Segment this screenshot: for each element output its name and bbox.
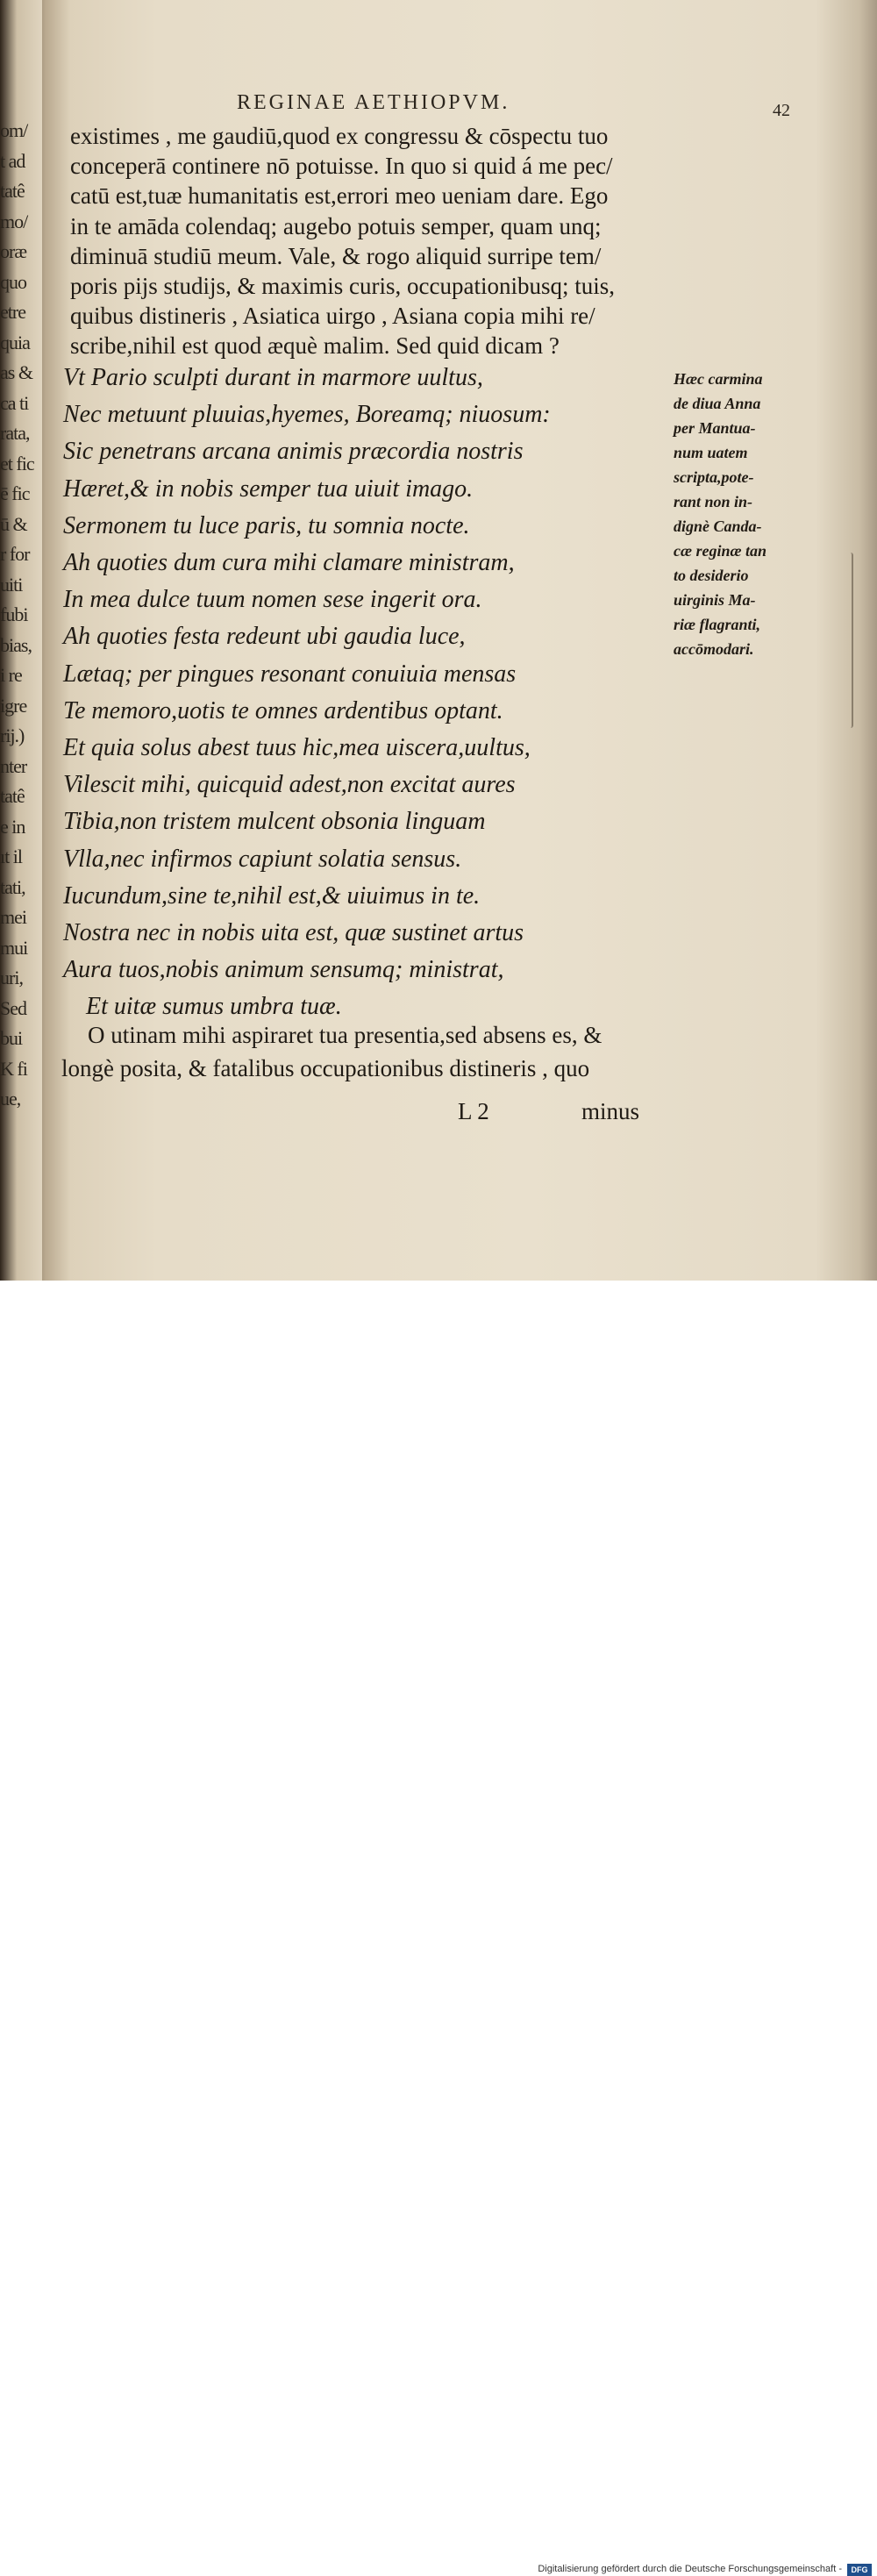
prose-line: existimes , me gaudiū,quod ex congressu & cōspectu tuo	[70, 123, 609, 149]
verse-line: Nec metuunt pluuias,hyemes, Boreamq; niuosum:	[63, 401, 551, 429]
gutter-fragment: mei	[0, 906, 26, 928]
verse-line: Vilescit mihi, quicquid adest,non excitat aures	[63, 771, 516, 799]
marginal-note-line: dignè Canda-	[674, 517, 762, 535]
gutter-fragment: ca ti	[0, 391, 29, 414]
catchword: minus	[581, 1098, 640, 1124]
gutter-fragment: nter	[0, 754, 27, 777]
marginal-note-line: Hæc carmina	[674, 370, 763, 388]
gutter-fragment: tatê	[0, 785, 25, 807]
folio-number: 42	[773, 101, 790, 120]
verse-line: Aura tuos,nobis animum sensumq; ministrat,	[63, 956, 504, 984]
gutter-fragment: Sed	[0, 996, 26, 1019]
verse-line: Sermonem tu luce paris, tu somnia nocte.	[63, 511, 470, 539]
gutter-fragment: K fi	[0, 1057, 27, 1080]
footer-bar	[0, 1281, 877, 2574]
gutter-fragment: igre	[0, 694, 27, 717]
gutter-fragment: ē fic	[0, 482, 30, 504]
gutter-fragment: ue,	[0, 1088, 21, 1110]
gutter-fragment: t ad	[0, 149, 25, 172]
dfg-logo: DFG	[847, 2564, 872, 2576]
footer-credit: Digitalisierung gefördert durch die Deutsche Forschungsgemeinschaft -	[538, 2564, 842, 2574]
gutter-fragment: et fic	[0, 452, 34, 475]
prose-line: quibus distineris , Asiatica uirgo , Asiana copia mihi re/	[70, 303, 595, 330]
gutter-fragment: oræ	[0, 240, 26, 262]
marginal-note-line: scripta,pote-	[674, 468, 754, 486]
running-head: REGINAE AETHIOPVM.	[237, 91, 510, 114]
page-scan	[0, 0, 877, 1281]
marginal-note-line: cæ reginæ tan	[674, 542, 767, 560]
gutter-fragment: ū &	[0, 512, 27, 535]
verse-line: Te memoro,uotis te omnes ardentibus optant.	[63, 696, 503, 724]
gutter-fragment: om/	[0, 119, 28, 141]
gutter-fragment: uri,	[0, 967, 23, 988]
gutter-fragment: bui	[0, 1027, 23, 1049]
gutter-fragment: as &	[0, 361, 32, 383]
gutter-fragment: fubi	[0, 603, 28, 625]
verse-line: Lætaq; per pingues resonant conuiuia mensas	[63, 660, 517, 688]
marginal-note-line: rant non in-	[674, 493, 753, 510]
prose-line: conceperā continere nō potuisse. In quo si quid á me pec/	[70, 153, 613, 180]
gutter-fragment: ıt il	[0, 846, 22, 867]
signature-mark: L 2	[458, 1098, 489, 1124]
gutter-fragment: r for	[0, 543, 30, 565]
gutter-fragment: rata,	[0, 422, 30, 444]
page-fold-edge	[846, 553, 853, 728]
marginal-note-line: to desiderio	[674, 567, 749, 584]
marginal-note-line: per Mantua-	[674, 419, 756, 437]
verse-line: Hæret,& in nobis semper tua uiuit imago.	[63, 475, 474, 503]
gutter-fragment: mui	[0, 936, 28, 959]
marginal-note-line: de diua Anna	[674, 395, 761, 412]
verse-line: Et uitæ sumus umbra tuæ.	[86, 993, 342, 1021]
gutter-fragment: quia	[0, 331, 30, 353]
verse-line: Sic penetrans arcana animis præcordia nostris	[63, 438, 524, 466]
prose-line: catū est,tuæ humanitatis est,errori meo ueniam dare. Ego	[70, 182, 609, 210]
gutter-fragment: quo	[0, 270, 26, 293]
verse-line: Vt Pario sculpti durant in marmore uultus,	[63, 364, 483, 391]
marginal-note-line: accōmodari.	[674, 640, 754, 658]
verse-line: Tibia,non tristem mulcent obsonia linguam	[63, 808, 486, 836]
marginal-note-line: num uatem	[674, 444, 748, 461]
prose-line: longè posita, & fatalibus occupationibus distineris , quo	[61, 1055, 590, 1081]
gutter-fragment: bias,	[0, 633, 32, 656]
gutter-fragment: tatê	[0, 180, 25, 202]
gutter-fragment: rij.)	[0, 724, 25, 746]
verse-line: Iucundum,sine te,nihil est,& uiuimus in te.	[63, 881, 481, 910]
prose-line: poris pijs studijs, & maximis curis, occupationibusq; tuis,	[70, 273, 615, 299]
gutter-fragment: etre	[0, 301, 25, 323]
gutter-fragment: e in	[0, 815, 25, 838]
prose-line: in te amāda colendaq; augebo potuis semper, quam unq;	[70, 212, 602, 239]
gutter-fragment: i re	[0, 664, 22, 686]
marginal-note-line: riæ flagranti,	[674, 616, 761, 633]
gutter-fragment: tati,	[0, 875, 25, 898]
prose-line: O utinam mihi aspiraret tua presentia,sed absens es, &	[88, 1022, 602, 1048]
marginal-note-line: uirginis Ma-	[674, 591, 756, 609]
gutter-fragment: uiti	[0, 573, 23, 596]
verse-line: Ah quoties festa redeunt ubi gaudia luce,	[63, 623, 466, 651]
verse-line: Ah quoties dum cura mihi clamare ministram,	[63, 549, 515, 576]
verse-line: Nostra nec in nobis uita est, quæ sustinet artus	[63, 919, 524, 946]
verse-line: Et quia solus abest tuus hic,mea uiscera,uultus,	[63, 734, 531, 761]
verse-line: In mea dulce tuum nomen sese ingerit ora.	[63, 586, 482, 614]
prose-line: diminuā studiū meum. Vale, & rogo aliquid surripe tem/	[70, 242, 602, 269]
verse-line: Vlla,nec infirmos capiunt solatia sensus.	[63, 845, 462, 873]
prose-line: scribe,nihil est quod æquè malim. Sed quid dicam ?	[70, 332, 560, 360]
gutter-fragment: mo/	[0, 210, 28, 232]
